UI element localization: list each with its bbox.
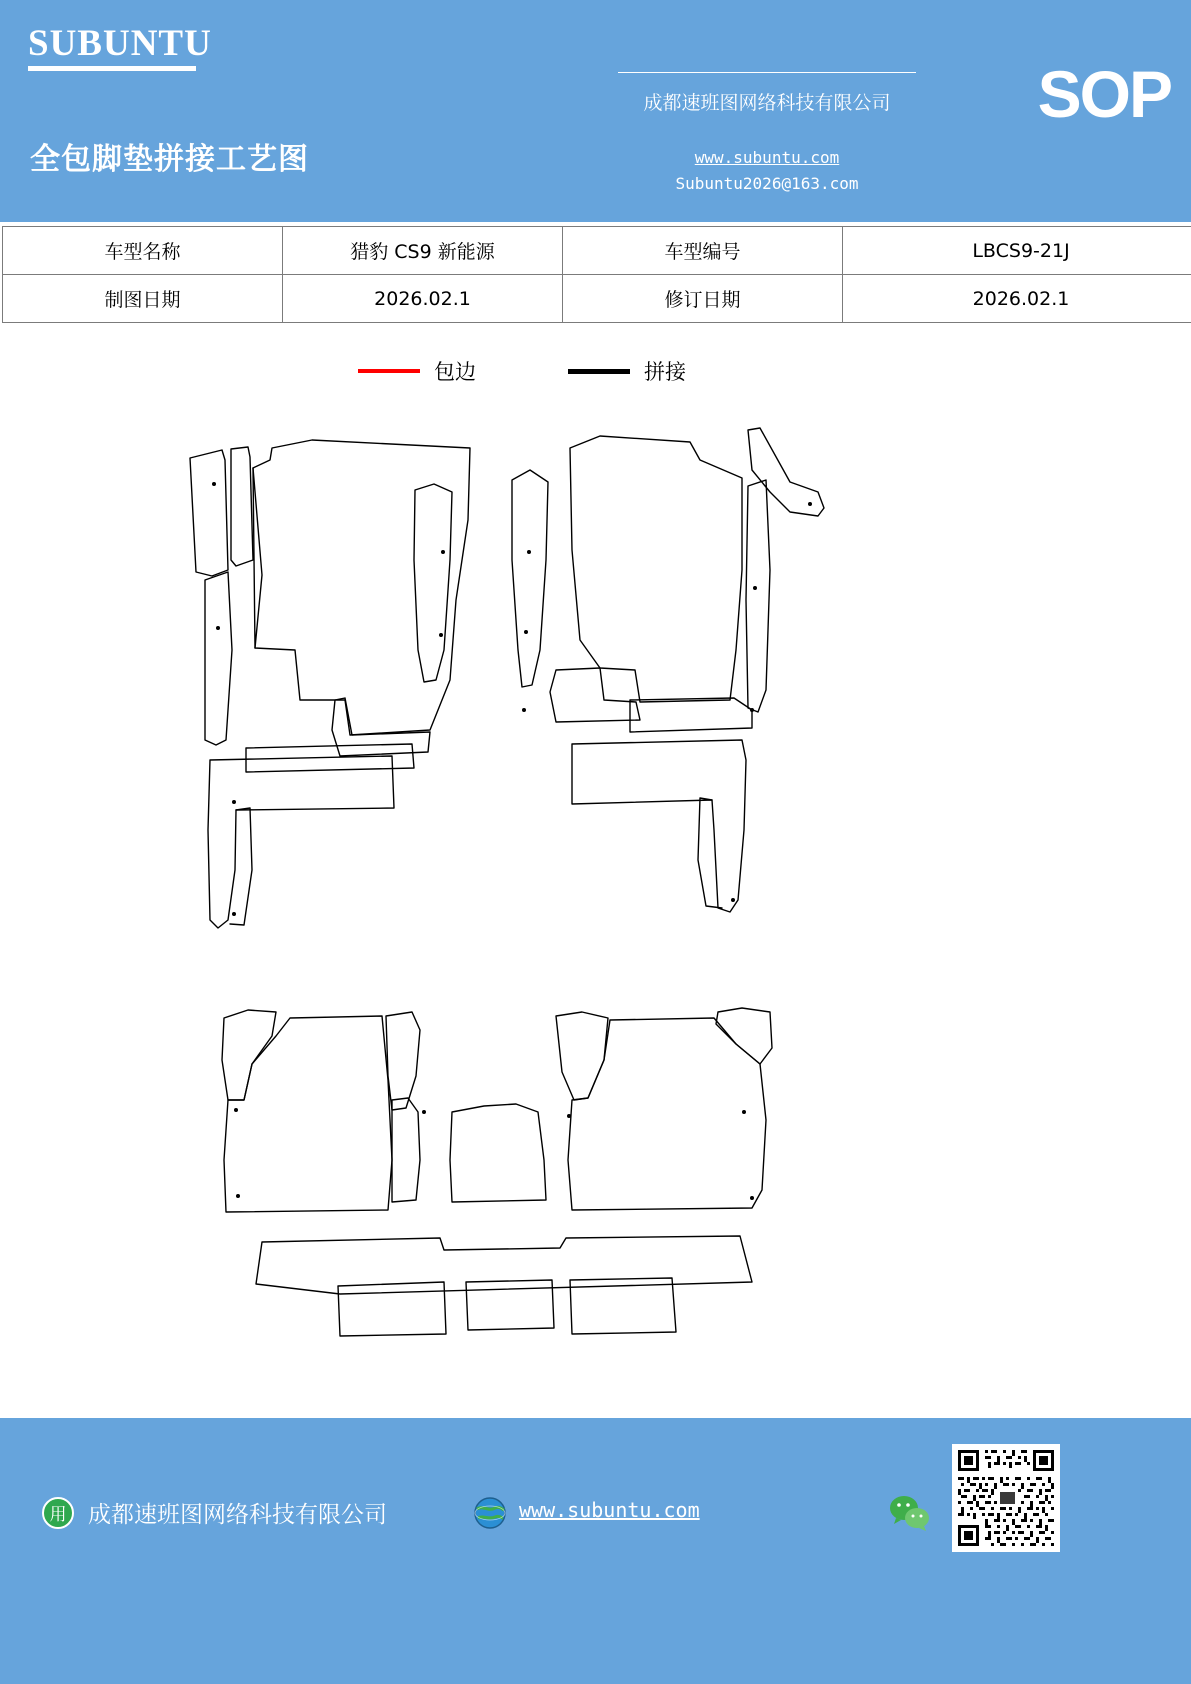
marker-dot: [232, 800, 236, 804]
floor-mat-pattern-drawing: [0, 400, 1191, 1400]
header-company-name: 成都速班图网络科技有限公司: [643, 92, 891, 114]
piece-front-right-left-strip: [512, 470, 548, 687]
header-divider: [618, 72, 916, 73]
legend: [0, 356, 1191, 396]
piece-front-right-lower-seam: [698, 798, 722, 908]
piece-front-right-side-strip: [746, 480, 770, 712]
pattern-svg: [0, 400, 1191, 1400]
marker-dot: [750, 1196, 754, 1200]
marker-dot: [742, 1110, 746, 1114]
piece-rear-left-main: [224, 1016, 392, 1212]
piece-front-right-fin: [748, 428, 824, 516]
header-email: Subuntu2026@163.com: [675, 174, 859, 193]
legend-label-binding: 包边: [434, 360, 476, 384]
legend-item-seam: [568, 356, 686, 386]
marker-dot: [567, 1114, 571, 1118]
piece-rear-center-tunnel: [450, 1104, 546, 1202]
piece-rear-bottom-bar: [256, 1236, 752, 1294]
legend-label-seam: 拼接: [644, 360, 686, 384]
footer-website-link[interactable]: www.subuntu.com: [519, 1498, 700, 1522]
table-row: [3, 275, 1191, 323]
marker-dot: [212, 482, 216, 486]
page-header: [0, 0, 1191, 222]
piece-front-left-lower-seam: [230, 808, 252, 925]
piece-front-right-main: [570, 436, 742, 702]
piece-front-right-lower: [572, 740, 746, 912]
brand-logo: SUBUNTU: [28, 23, 212, 64]
piece-rear-left-upright: [386, 1012, 420, 1110]
marker-dot: [808, 502, 812, 506]
document-title: 全包脚垫拼接工艺图: [30, 142, 309, 177]
vehicle-info-table: [2, 226, 1191, 323]
label-draw-date: 制图日期: [3, 275, 283, 323]
company-badge-icon: 用: [42, 1497, 74, 1529]
legend-swatch-black-icon: [568, 369, 630, 374]
piece-rear-right-upright: [556, 1012, 608, 1100]
marker-dot: [527, 550, 531, 554]
marker-dot: [422, 1110, 426, 1114]
piece-front-left-bridge: [332, 698, 430, 756]
globe-icon: [473, 1496, 507, 1535]
footer-company-name: 成都速班图网络科技有限公司: [88, 1502, 387, 1528]
label-model-code: 车型编号: [563, 227, 843, 275]
wechat-icon: [888, 1494, 932, 1537]
marker-dot: [236, 1194, 240, 1198]
piece-front-left-right-strip: [414, 484, 452, 682]
marker-dot: [524, 630, 528, 634]
value-model-code: LBCS9-21J: [843, 227, 1191, 275]
piece-rear-center-left-connector: [392, 1098, 420, 1202]
legend-swatch-red-icon: [358, 369, 420, 373]
piece-front-left-side-strip: [205, 572, 232, 745]
value-model-name: 猎豹 CS9 新能源: [283, 227, 563, 275]
marker-dot: [750, 708, 754, 712]
marker-dot: [522, 708, 526, 712]
qr-code: [952, 1444, 1060, 1552]
piece-rear-left-fin: [222, 1010, 276, 1100]
marker-dot: [441, 550, 445, 554]
marker-dot: [216, 626, 220, 630]
header-website-link[interactable]: www.subuntu.com: [694, 148, 840, 167]
sop-badge: SOP: [1037, 57, 1171, 131]
page-footer: [0, 1418, 1191, 1684]
label-revision-date: 修订日期: [563, 275, 843, 323]
label-model-name: 车型名称: [3, 227, 283, 275]
piece-rear-right-fin: [716, 1008, 772, 1064]
marker-dot: [232, 912, 236, 916]
piece-front-right-heel-bar: [630, 698, 752, 732]
marker-dot: [234, 1108, 238, 1112]
table-row: [3, 227, 1191, 275]
piece-front-left-upper-strip: [231, 447, 253, 566]
value-draw-date: 2026.02.1: [283, 275, 563, 323]
marker-dot: [753, 586, 757, 590]
piece-front-left-sill: [190, 450, 228, 576]
piece-rear-right-main: [568, 1018, 766, 1210]
marker-dot: [439, 633, 443, 637]
piece-rear-box-left: [338, 1282, 446, 1336]
legend-item-binding: [358, 356, 476, 386]
piece-front-right-bridge: [550, 668, 640, 722]
value-revision-date: 2026.02.1: [843, 275, 1191, 323]
piece-front-left-main: [253, 440, 470, 735]
marker-dot: [731, 898, 735, 902]
piece-front-left-lower: [208, 756, 394, 928]
brand-underline: [28, 66, 196, 71]
